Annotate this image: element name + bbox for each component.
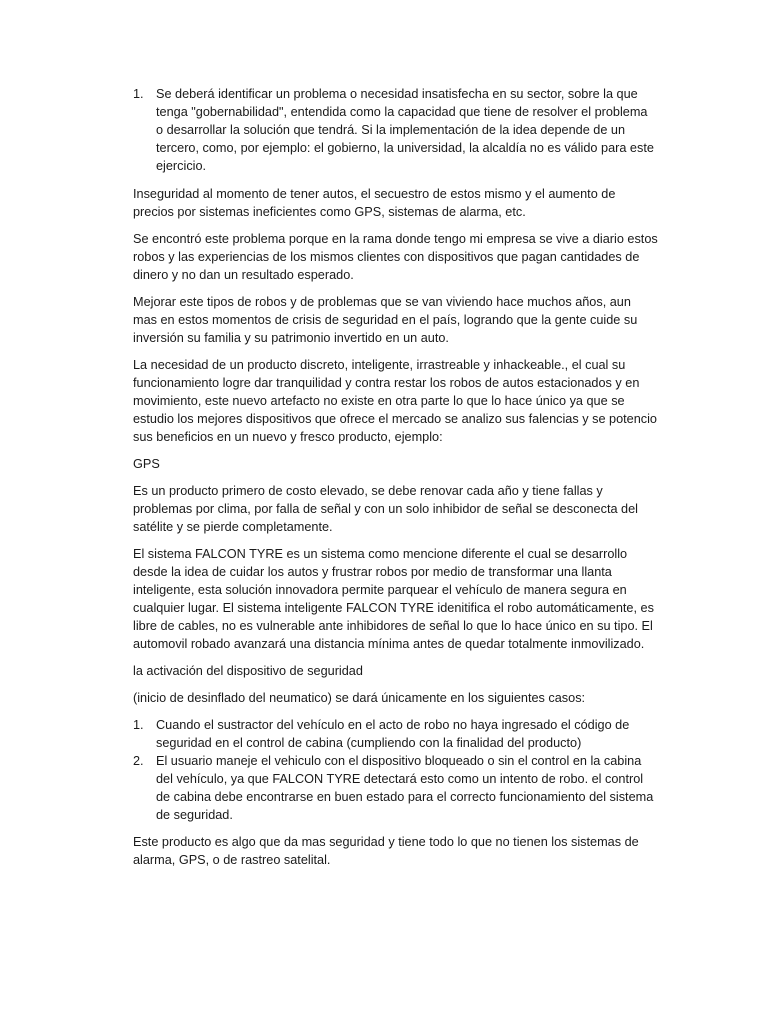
paragraph-improve: Mejorar este tipos de robos y de problemas que se van viviendo hace muchos años, aun mas en estos momentos de crisis de seguridad en el país, logrando que la gente cuide su inversión su familia y su patrimonio invertido en un auto. — [133, 295, 638, 345]
list-number: 1. — [133, 718, 144, 732]
paragraph-problem: Inseguridad al momento de tener autos, el secuestro de estos mismo y el aumento de precios por sistemas ineficientes como GPS, sistemas de alarma, etc. — [133, 187, 616, 219]
document-page — [133, 85, 658, 869]
list-item — [133, 85, 658, 175]
paragraph-conclusion: Este producto es algo que da mas seguridad y tiene todo lo que no tienen los sistemas de alarma, GPS, o de rastreo satelital. — [133, 835, 639, 867]
paragraph-gps-heading: GPS — [133, 457, 160, 471]
list-text: El usuario maneje el vehiculo con el dispositivo bloqueado o sin el control en la cabina del vehículo, ya que FALCON TYRE detectará esto como un intento de robo. el control de cabina debe encontrarse en buen estado para el correcto funcionamiento del sistema de seguridad. — [156, 754, 654, 822]
list-item — [133, 752, 658, 824]
paragraph-need: La necesidad de un producto discreto, inteligente, irrastreable y inhackeable., el cual su funcionamiento logre dar tranquilidad y contra restar los robos de autos estacionados y en movimiento, este nuevo artefacto no existe en otra parte lo que lo hace único ya que se estudio los mejores dispositivos que ofrece el mercado se analizo sus falencias y se potencio sus beneficios en un nuevo y fresco producto, ejemplo: — [133, 358, 657, 444]
paragraph-cases-intro: (inicio de desinflado del neumatico) se dará únicamente en los siguientes casos: — [133, 691, 586, 705]
paragraph-gps: Es un producto primero de costo elevado, se debe renovar cada año y tiene fallas y problemas por clima, por falla de señal y con un solo inhibidor de señal se desconecta del satélite y se pierde completamente. — [133, 484, 638, 534]
paragraph-origin: Se encontró este problema porque en la rama donde tengo mi empresa se vive a diario estos robos y las experiencias de los mismos clientes con dispositivos que pagan cantidades de dinero y no dan un resultado esperado. — [133, 232, 658, 282]
intro-list — [133, 85, 658, 175]
list-number: 2. — [133, 754, 144, 768]
paragraph-activation: la activación del dispositivo de seguridad — [133, 664, 363, 678]
paragraph-falcon-tyre: El sistema FALCON TYRE es un sistema como mencione diferente el cual se desarrollo desde la idea de cuidar los autos y frustrar robos por medio de transformar una llanta inteligente, esta solución innovadora permite parquear el vehículo de manera segura en cualquier lugar. El sistema inteligente FALCON TYRE idenitifica el robo automáticamente, es libre de cables, no es vulnerable ante inhibidores de señal lo que lo hace único en su tipo. El automovil robado avanzará una distancia mínima antes de quedar totalmente inmovilizado. — [133, 547, 654, 651]
cases-list — [133, 716, 658, 824]
list-text: Cuando el sustractor del vehículo en el acto de robo no haya ingresado el código de seguridad en el control de cabina (cumpliendo con la finalidad del producto) — [156, 718, 630, 750]
list-text: Se deberá identificar un problema o necesidad insatisfecha en su sector, sobre la que tenga "gobernabilidad", entendida como la capacidad que tiene de resolver el problema o desarrollar la solución que tendrá. Si la implementación de la idea depende de un tercero, como, por ejemplo: el gobierno, la universidad, la alcaldía no es válido para este ejercicio. — [156, 87, 654, 173]
list-item — [133, 716, 658, 752]
list-number: 1. — [133, 87, 144, 101]
